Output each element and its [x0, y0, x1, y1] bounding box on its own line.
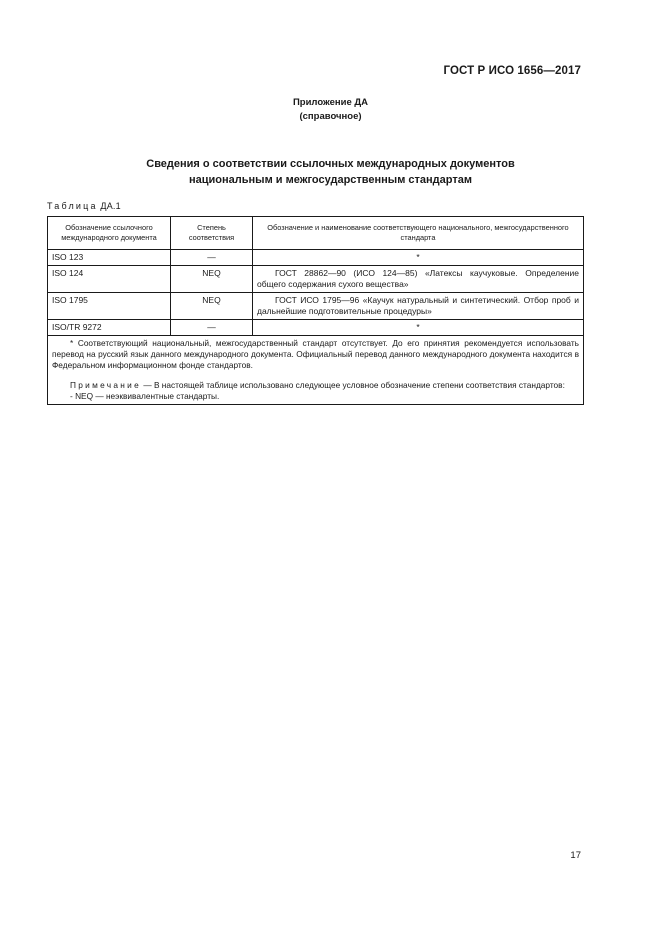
cell-document: ISO/TR 9272: [48, 320, 171, 336]
page-number: 17: [570, 850, 581, 861]
document-code: ГОСТ Р ИСО 1656—2017: [443, 65, 581, 77]
note-item: - NEQ — неэквивалентные стандарты.: [70, 391, 220, 401]
appendix-title: [0, 156, 661, 188]
table-note: [52, 380, 579, 391]
cell-degree: NEQ: [171, 293, 253, 320]
table-row: [48, 320, 584, 336]
header-degree-of-correspondence: Степень соответствия: [171, 217, 253, 250]
table-row: [48, 250, 584, 266]
note-word: Примечание: [70, 380, 142, 390]
title-line-2: национальным и межгосударственным стандартам: [189, 174, 472, 186]
title-line-1: Сведения о соответствии ссылочных международных документов: [146, 158, 515, 170]
table-caption: [47, 201, 121, 211]
table-notes: [48, 336, 584, 405]
header-international-document: Обозначение ссылочного международного документа: [48, 217, 171, 250]
table-caption-number: ДА.1: [100, 201, 121, 211]
cell-standard: *: [253, 250, 584, 266]
cell-document: ISO 123: [48, 250, 171, 266]
note-text: — В настоящей таблице использовано следующее условное обозначение степени соответствия стандартов:: [143, 380, 565, 390]
table-notes-row: [48, 336, 584, 405]
table-footnote: * Соответствующий национальный, межгосударственный стандарт отсутствует. До его принятия рекомендуется использовать перевод на русский язык данного международного документа. Официальный перевод данного международного документа находится в Федеральном информационном фонде стандартов.: [52, 338, 579, 370]
cell-degree: —: [171, 250, 253, 266]
cell-standard: ГОСТ ИСО 1795—96 «Каучук натуральный и синтетический. Отбор проб и дальнейшие подготовительные процедуры»: [253, 293, 584, 320]
cell-document: ISO 1795: [48, 293, 171, 320]
table-row: [48, 266, 584, 293]
appendix-heading: [0, 96, 661, 124]
table-row: [48, 293, 584, 320]
cell-standard: ГОСТ 28862—90 (ИСО 124—85) «Латексы каучуковые. Определение общего содержания сухого вещества»: [253, 266, 584, 293]
appendix-label: Приложение ДА: [292, 97, 369, 108]
header-national-standard: Обозначение и наименование соответствующего национального, межгосударственного стандарта: [253, 217, 584, 250]
cell-standard: *: [253, 320, 584, 336]
cell-degree: NEQ: [171, 266, 253, 293]
cell-document: ISO 124: [48, 266, 171, 293]
table-header-row: [48, 217, 584, 250]
appendix-type: (справочное): [299, 111, 362, 122]
correspondence-table: [47, 216, 584, 405]
table-caption-word: Таблица: [47, 201, 98, 211]
cell-degree: —: [171, 320, 253, 336]
